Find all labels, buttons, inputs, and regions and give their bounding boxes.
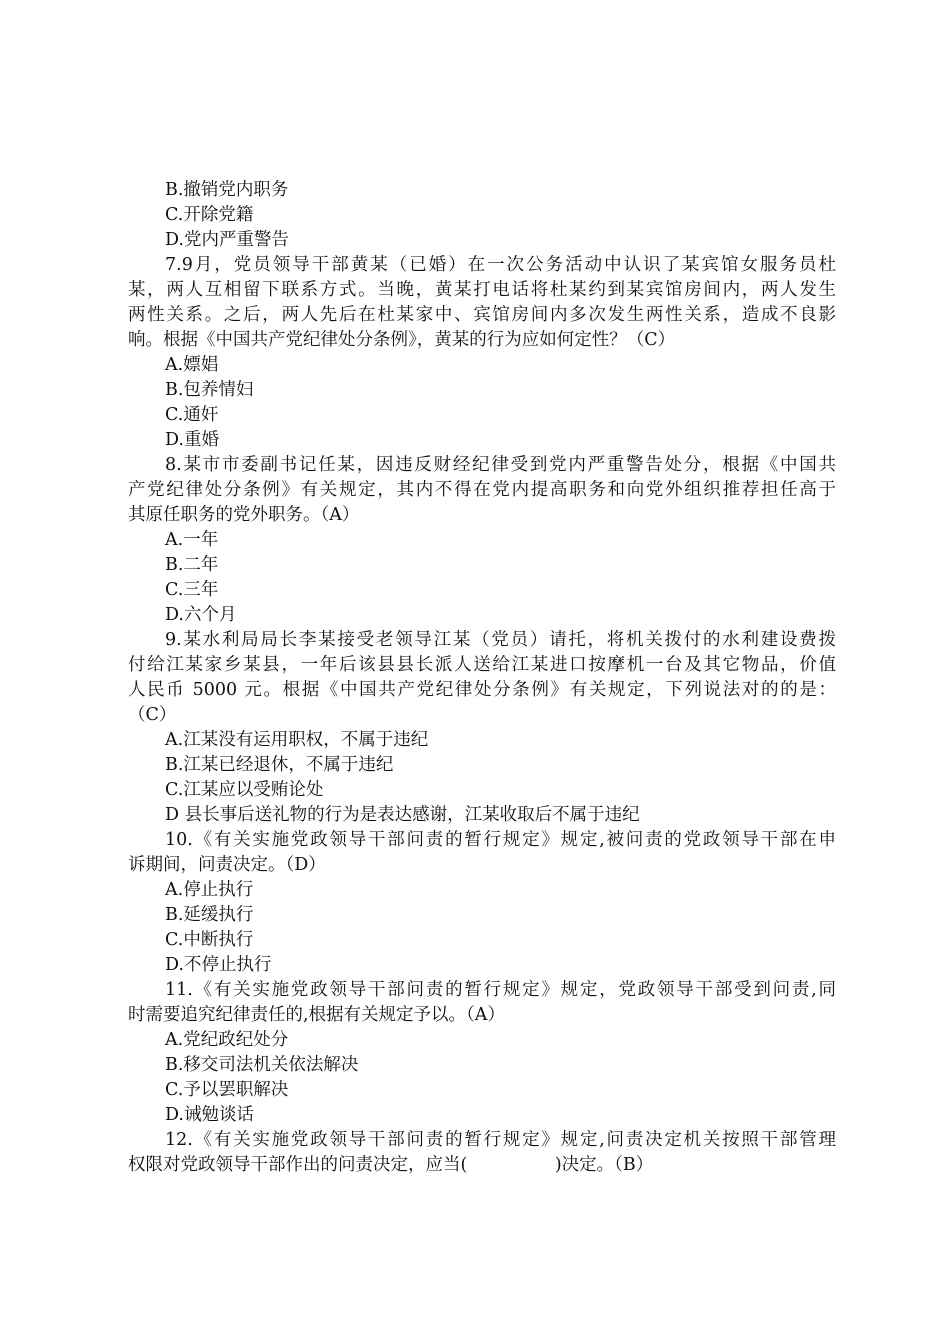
question-12-line-2: 权限对党政领导干部作出的问责决定，应当( )决定。（B）	[128, 1155, 654, 1175]
option-line: D 县长事后送礼物的行为是表达感谢，江某收取后不属于违纪	[165, 805, 640, 825]
option-line: D.不停止执行	[165, 955, 272, 975]
option-line: A.江某没有运用职权，不属于违纪	[165, 730, 429, 750]
option-line: C.开除党籍	[165, 205, 254, 225]
option-line: D.重婚	[165, 430, 219, 450]
question-10-line-1: 10.《有关实施党政领导干部问责的暂行规定》规定,被问责的党政领导干部在申	[165, 830, 836, 850]
option-line: C.予以罢职解决	[165, 1080, 289, 1100]
question-10-line-2: 诉期间，问责决定。（D）	[128, 855, 326, 875]
option-line: C.通奸	[165, 405, 219, 425]
option-line: B.二年	[165, 555, 219, 575]
question-8-line-2: 产党纪律处分条例》有关规定，其内不得在党内提高职务和向党外组织推荐担任高于	[128, 480, 836, 500]
question-11-line-1: 11.《有关实施党政领导干部问责的暂行规定》规定，党政领导干部受到问责,同	[165, 980, 836, 1000]
question-7-line-1: 7.9月，党员领导干部黄某（已婚）在一次公务活动中认识了某宾馆女服务员杜	[165, 255, 836, 275]
option-line: D.诫勉谈话	[165, 1105, 254, 1125]
question-8-line-1: 8.某市市委副书记任某，因违反财经纪律受到党内严重警告处分，根据《中国共	[165, 455, 836, 475]
question-7-line-3: 两性关系。之后，两人先后在杜某家中、宾馆房间内多次发生两性关系，造成不良影	[128, 305, 836, 325]
option-line: D.党内严重警告	[165, 230, 289, 250]
option-line: A.停止执行	[165, 880, 254, 900]
option-line: B.移交司法机关依法解决	[165, 1055, 359, 1075]
option-line: B.撤销党内职务	[165, 180, 289, 200]
question-12-line-1: 12.《有关实施党政领导干部问责的暂行规定》规定,问责决定机关按照干部管理	[165, 1130, 836, 1150]
option-line: A.嫖娼	[165, 355, 219, 375]
option-line: C.三年	[165, 580, 219, 600]
option-line: A.一年	[165, 530, 219, 550]
question-9-line-4: （C）	[128, 705, 177, 725]
question-9-line-2: 付给江某家乡某县，一年后该县县长派人送给江某进口按摩机一台及其它物品，价值	[128, 655, 836, 675]
document-body	[128, 178, 836, 1178]
question-11-line-2: 时需要追究纪律责任的,根据有关规定予以。（A）	[128, 1005, 505, 1025]
option-line: B.延缓执行	[165, 905, 254, 925]
option-line: B.江某已经退休，不属于违纪	[165, 755, 394, 775]
question-7-line-4: 响。根据《中国共产党纪律处分条例》，黄某的行为应如何定性？（C）	[128, 330, 676, 350]
option-line: B.包养情妇	[165, 380, 254, 400]
option-line: A.党纪政纪处分	[165, 1030, 289, 1050]
question-9-line-3: 人民币 5000 元。根据《中国共产党纪律处分条例》有关规定，下列说法对的的是：	[128, 680, 836, 700]
option-line: D.六个月	[165, 605, 237, 625]
question-8-line-3: 其原任职务的党外职务。（A）	[128, 505, 360, 525]
option-line: C.江某应以受贿论处	[165, 780, 324, 800]
question-7-line-2: 某，两人互相留下联系方式。当晚，黄某打电话将杜某约到某宾馆房间内，两人发生	[128, 280, 836, 300]
option-line: C.中断执行	[165, 930, 254, 950]
question-9-line-1: 9.某水利局局长李某接受老领导江某（党员）请托，将机关拨付的水利建设费拨	[165, 630, 836, 650]
